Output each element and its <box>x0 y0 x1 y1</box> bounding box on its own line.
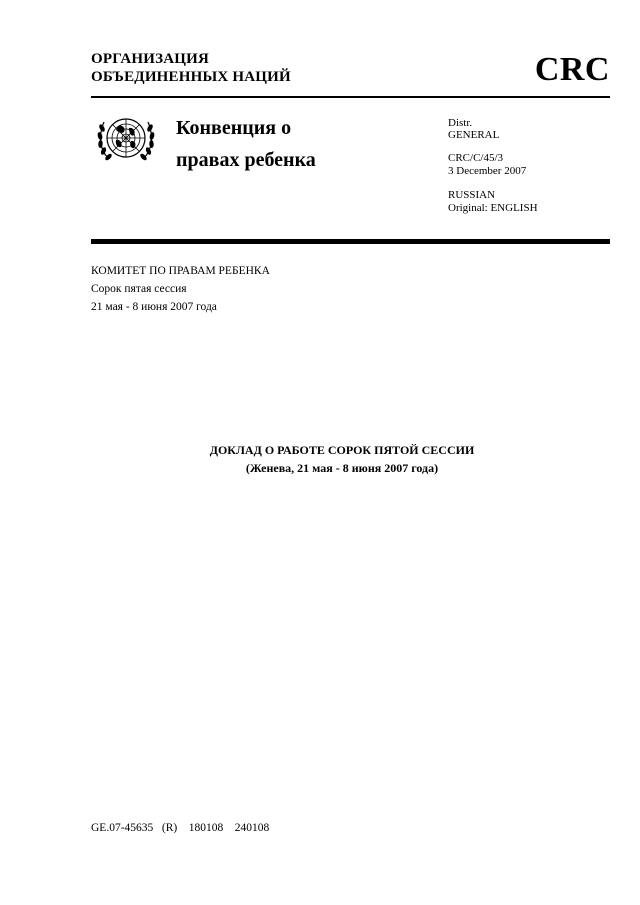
distribution-type: GENERAL <box>448 129 500 141</box>
job-number: GE.07-45635 (R) 180108 240108 <box>91 822 270 834</box>
convention-title-line2: правах ребенка <box>176 149 316 171</box>
document-language: RUSSIAN <box>448 189 496 201</box>
document-date: 3 December 2007 <box>448 165 527 177</box>
report-title: ДОКЛАД О РАБОТЕ СОРОК ПЯТОЙ СЕССИИ <box>209 443 475 457</box>
distr-label: Distr. <box>448 117 473 129</box>
org-name-line1: ОРГАНИЗАЦИЯ <box>91 51 210 67</box>
original-language: Original: ENGLISH <box>448 202 538 214</box>
un-emblem-icon <box>96 110 156 166</box>
session-dates: 21 мая - 8 июня 2007 года <box>91 301 217 313</box>
report-subtitle: (Женева, 21 мая - 8 июня 2007 года) <box>245 461 439 475</box>
session-name: Сорок пятая сессия <box>91 283 187 295</box>
document-symbol: CRC/C/45/3 <box>448 152 504 164</box>
committee-name: КОМИТЕТ ПО ПРАВАМ РЕБЕНКА <box>91 265 270 277</box>
org-name-line2: ОБЪЕДИНЕННЫХ НАЦИЙ <box>91 69 291 85</box>
convention-title-line1: Конвенция о <box>176 117 292 139</box>
document-series-symbol: CRC <box>534 51 610 88</box>
header-divider <box>91 96 610 98</box>
title-block-divider <box>91 239 610 244</box>
